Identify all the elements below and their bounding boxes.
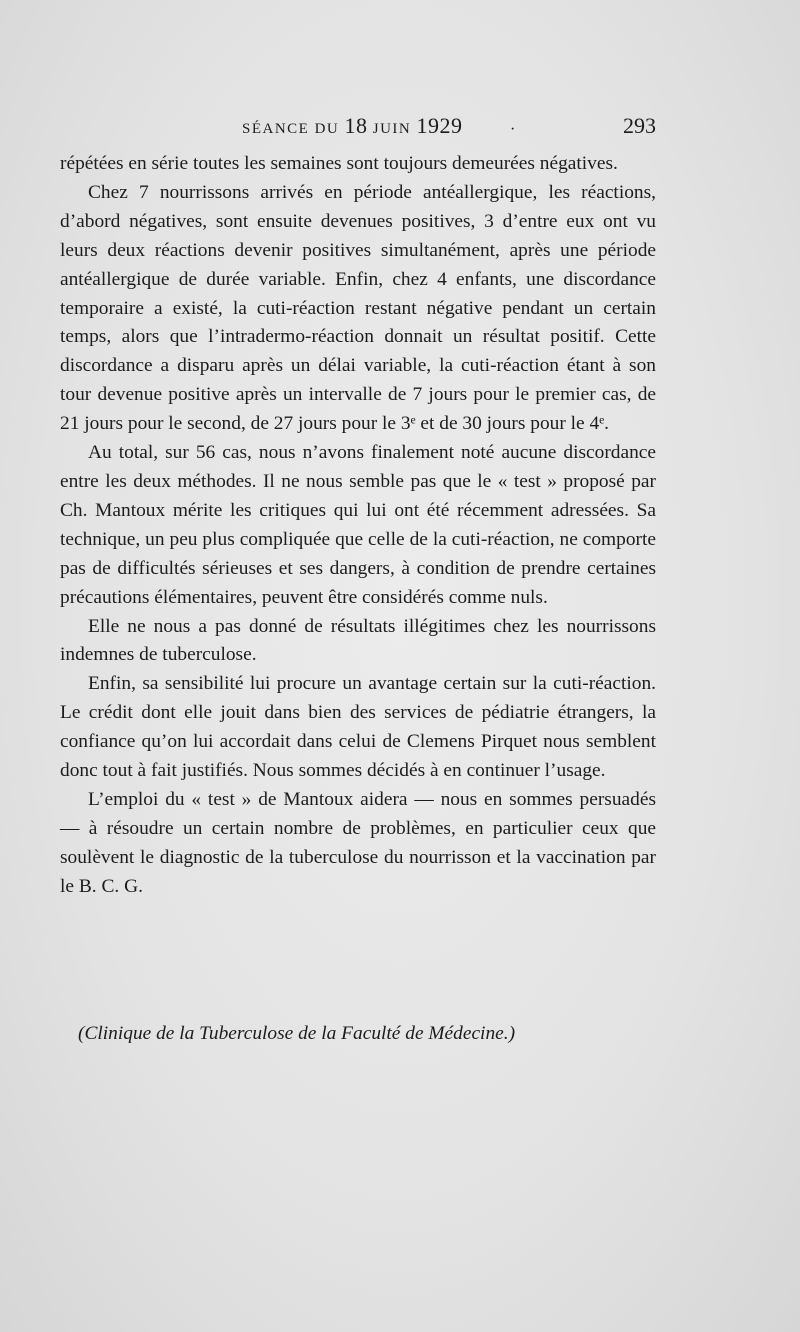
- page-header: [60, 113, 656, 143]
- page-number: 293: [623, 113, 656, 138]
- body-text: [60, 150, 656, 902]
- running-head-year: 1929: [416, 113, 463, 138]
- paragraph-continuation: répétées en série toutes les semaines sont toujours demeurées négatives.: [60, 153, 618, 174]
- running-head: [242, 113, 463, 139]
- running-head-month: JUIN: [367, 121, 417, 137]
- header-separator: ·: [510, 121, 516, 138]
- paragraph-total: Au total, sur 56 cas, nous n’avons finalement noté aucune discordance entre les deux méthodes. Il ne nous semble pas que le « test » proposé par Ch. Mantoux mérite les critiques qui lui ont été récemment adressées. Sa technique, un peu plus compliquée que celle de la cuti-réaction, ne comporte pas de difficultés sérieuses et ses dangers, à condition de prendre certaines précautions élémentaires, peuvent être considérés comme nuls.: [60, 442, 656, 608]
- paragraph-sensitivity: Enfin, sa sensibilité lui procure un avantage certain sur la cuti-réaction. Le crédit dont elle jouit dans bien des services de pédiatrie étrangers, la confiance qu’on lui accordait dans celui de Clemens Pirquet nous semblent donc tout à fait justifiés. Nous sommes décidés à en continuer l’usage.: [60, 673, 656, 782]
- running-head-prefix: SÉANCE DU: [242, 121, 345, 137]
- source-note: (Clinique de la Tuberculose de la Faculté de Médecine.): [78, 1023, 516, 1044]
- paragraph-antallergic: Chez 7 nourrissons arrivés en période antéallergique, les réactions, d’abord négatives, sont ensuite devenues positives, 3 d’entre eux ont vu leurs deux réactions devenir positives simultanément, après une période antéallergique de durée variable. Enfin, chez 4 enfants, une discordance temporaire a existé, la cuti-réaction restant négative pendant un certain temps, alors que l’intradermo-réaction donnait un résultat positif. Cette discordance a disparu après un délai variable, la cuti-réaction étant à son tour devenue positive après un intervalle de 7 jours pour le premier cas, de 21 jours pour le second, de 27 jours pour le 3ᵉ et de 30 jours pour le 4ᵉ.: [60, 181, 656, 435]
- running-head-day: 18: [344, 113, 368, 138]
- paragraph-conclusion: L’emploi du « test » de Mantoux aidera — nous en sommes persuadés — à résoudre un certain nombre de problèmes, en particulier ceux que soulèvent le diagnostic de la tuberculose du nourrisson et la vaccination par le B. C. G.: [60, 788, 656, 897]
- paragraph-illegitimate: Elle ne nous a pas donné de résultats illégitimes chez les nourrissons indemnes de tuberculose.: [60, 615, 656, 666]
